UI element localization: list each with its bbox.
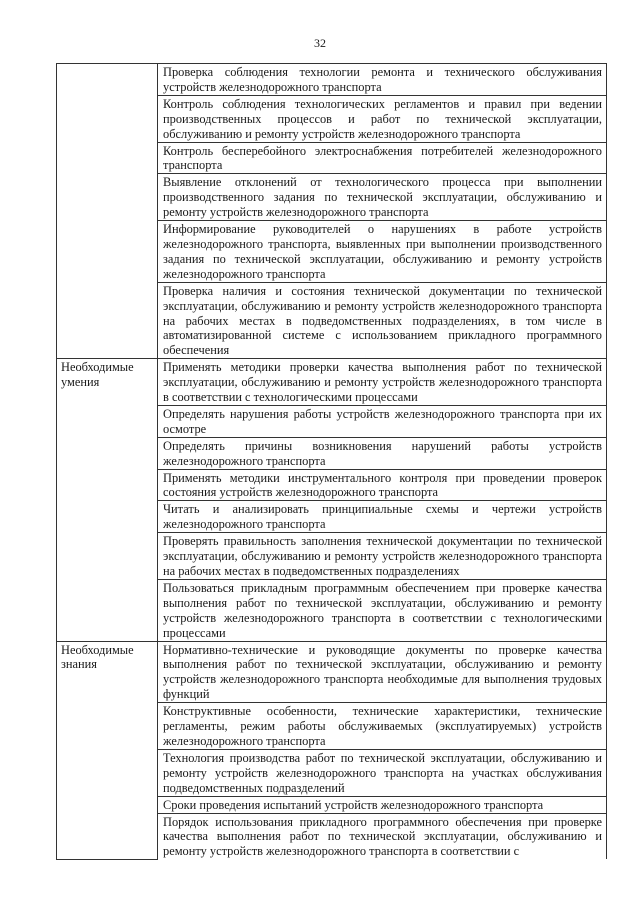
table-row xyxy=(57,64,607,96)
table-cell: Контроль бесперебойного электроснабжения потребителей железнодорожного транспорта xyxy=(158,142,607,174)
table-cell: Технология производства работ по технической эксплуатации, обслуживанию и ремонту устройств железнодорожного транспорта на участках обслуживания подведомственных подразделений xyxy=(158,749,607,796)
table-cell: Проверять правильность заполнения технической документации по технической эксплуатации, обслуживанию и ремонту устройств железнодорожного транспорта на рабочих местах в подведомственных подразделениях xyxy=(158,533,607,580)
table-cell: Контроль соблюдения технологических регламентов и правил при ведении производственных процессов и работ по технической эксплуатации, обслуживанию и ремонту устройств железнодорожного транспорта xyxy=(158,95,607,142)
table-cell: Определять причины возникновения нарушений работы устройств железнодорожного транспорта xyxy=(158,437,607,469)
table-cell: Информирование руководителей о нарушениях в работе устройств железнодорожного транспорта, выявленных при выполнении производственного задания по технической эксплуатации, обслуживанию и ремонту устройств железнодорожного транспорта xyxy=(158,221,607,283)
table-cell: Нормативно-технические и руководящие документы по проверке качества выполнения работ по технической эксплуатации, обслуживанию и ремонту устройств железнодорожного транспорта необходимые для выполнения трудовых функций xyxy=(158,641,607,703)
table-cell: Сроки проведения испытаний устройств железнодорожного транспорта xyxy=(158,796,607,813)
table-cell: Применять методики инструментального контроля при проведении проверок состояния устройств железнодорожного транспорта xyxy=(158,469,607,501)
section-label-skills: Необходимые умения xyxy=(57,359,158,641)
requirements-table xyxy=(56,63,607,860)
page-number: 32 xyxy=(314,36,326,50)
section-label-knowledge: Необходимые знания xyxy=(57,641,158,859)
table-cell: Выявление отклонений от технологического процесса при выполнении производственного задания по технической эксплуатации, обслуживанию и ремонту устройств железнодорожного транспорта xyxy=(158,174,607,221)
table-cell: Проверка соблюдения технологии ремонта и технического обслуживания устройств железнодорожного транспорта xyxy=(158,64,607,96)
section-label xyxy=(57,64,158,359)
table-cell: Определять нарушения работы устройств железнодорожного транспорта при их осмотре xyxy=(158,405,607,437)
table-cell: Порядок использования прикладного программного обеспечения при проверке качества выполнения работ по технической эксплуатации, обслуживанию и ремонту устройств железнодорожного транспорта в соответствии с xyxy=(158,813,607,859)
table-cell: Проверка наличия и состояния технической документации по технической эксплуатации, обслуживанию и ремонту устройств железнодорожного транспорта на рабочих местах в подведомственных подразделениях, в том числе в автоматизированной системе с использованием прикладного программного обеспечения xyxy=(158,282,607,359)
table-row xyxy=(57,641,607,703)
table-cell: Применять методики проверки качества выполнения работ по технической эксплуатации, обслуживанию и ремонту устройств железнодорожного транспорта в соответствии с технологическими процессами xyxy=(158,359,607,406)
table-cell: Конструктивные особенности, технические характеристики, технические регламенты, режим работы обслуживаемых (эксплуатируемых) устройств железнодорожного транспорта xyxy=(158,703,607,750)
table-cell: Пользоваться прикладным программным обеспечением при проверке качества выполнения работ по технической эксплуатации, обслуживанию и ремонту устройств железнодорожного транспорта в соответствии с технологическими процессами xyxy=(158,579,607,641)
table-cell: Читать и анализировать принципиальные схемы и чертежи устройств железнодорожного транспорта xyxy=(158,501,607,533)
table-row xyxy=(57,359,607,406)
